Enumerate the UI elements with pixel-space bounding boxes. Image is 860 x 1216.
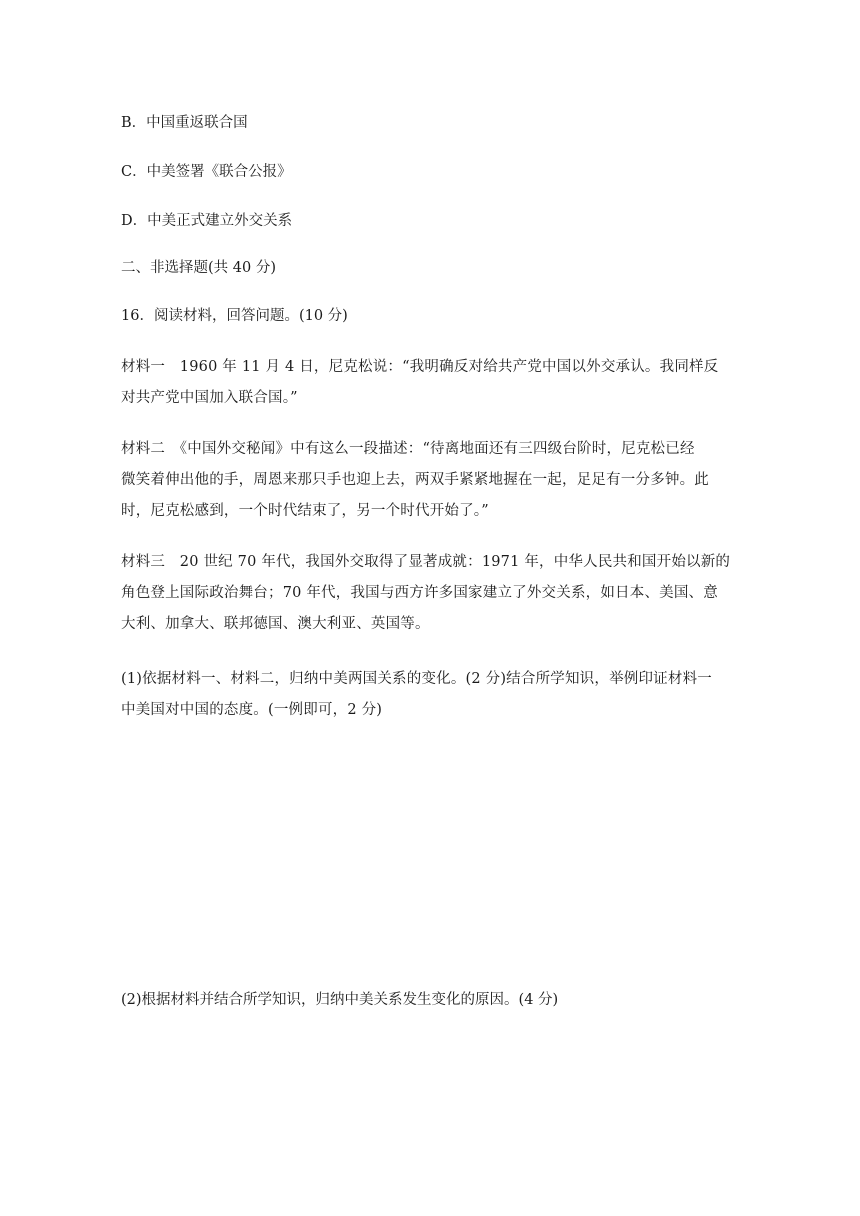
- material-two-line-3: 时，尼克松感到，一个时代结束了，另一个时代开始了。”: [121, 503, 489, 519]
- option-d: D．中美正式建立外交关系: [121, 213, 293, 229]
- question-stem: 16．阅读材料，回答问题。(10 分): [121, 308, 348, 324]
- section-heading: 二、非选择题(共 40 分): [121, 260, 276, 276]
- material-two: [121, 434, 743, 527]
- material-two-line-2: 微笑着伸出他的手，周恩来那只手也迎上去，两双手紧紧地握在一起，足足有一分多钟。此: [121, 472, 709, 488]
- material-one-line-2: 对共产党中国加入联合国。”: [121, 390, 298, 406]
- sub-question-1: [121, 664, 743, 726]
- option-c: C．中美签署《联合公报》: [121, 164, 292, 180]
- material-one: [121, 352, 743, 414]
- material-three-line-3: 大利、加拿大、联邦德国、澳大利亚、英国等。: [121, 616, 430, 632]
- option-b: B．中国重返联合国: [121, 115, 248, 131]
- material-three-line-1: 材料三 20 世纪 70 年代，我国外交取得了显著成就：1971 年，中华人民共和国开始以新的: [121, 554, 731, 570]
- material-two-line-1: 材料二 《中国外交秘闻》中有这么一段描述：“待离地面还有三四级台阶时，尼克松已经: [121, 441, 695, 457]
- sub-question-1-line-2: 中美国对中国的态度。(一例即可，2 分): [121, 702, 383, 718]
- material-three: [121, 547, 743, 640]
- sub-question-1-line-1: (1)依据材料一、材料二，归纳中美两国关系的变化。(2 分)结合所学知识，举例印证材料一: [121, 671, 712, 687]
- sub-question-2: (2)根据材料并结合所学知识，归纳中美关系发生变化的原因。(4 分): [121, 992, 559, 1008]
- material-three-line-2: 角色登上国际政治舞台；70 年代，我国与西方许多国家建立了外交关系，如日本、美国、意: [121, 585, 718, 601]
- material-one-line-1: 材料一 1960 年 11 月 4 日，尼克松说：“我明确反对给共产党中国以外交承认。我同样反: [121, 359, 719, 375]
